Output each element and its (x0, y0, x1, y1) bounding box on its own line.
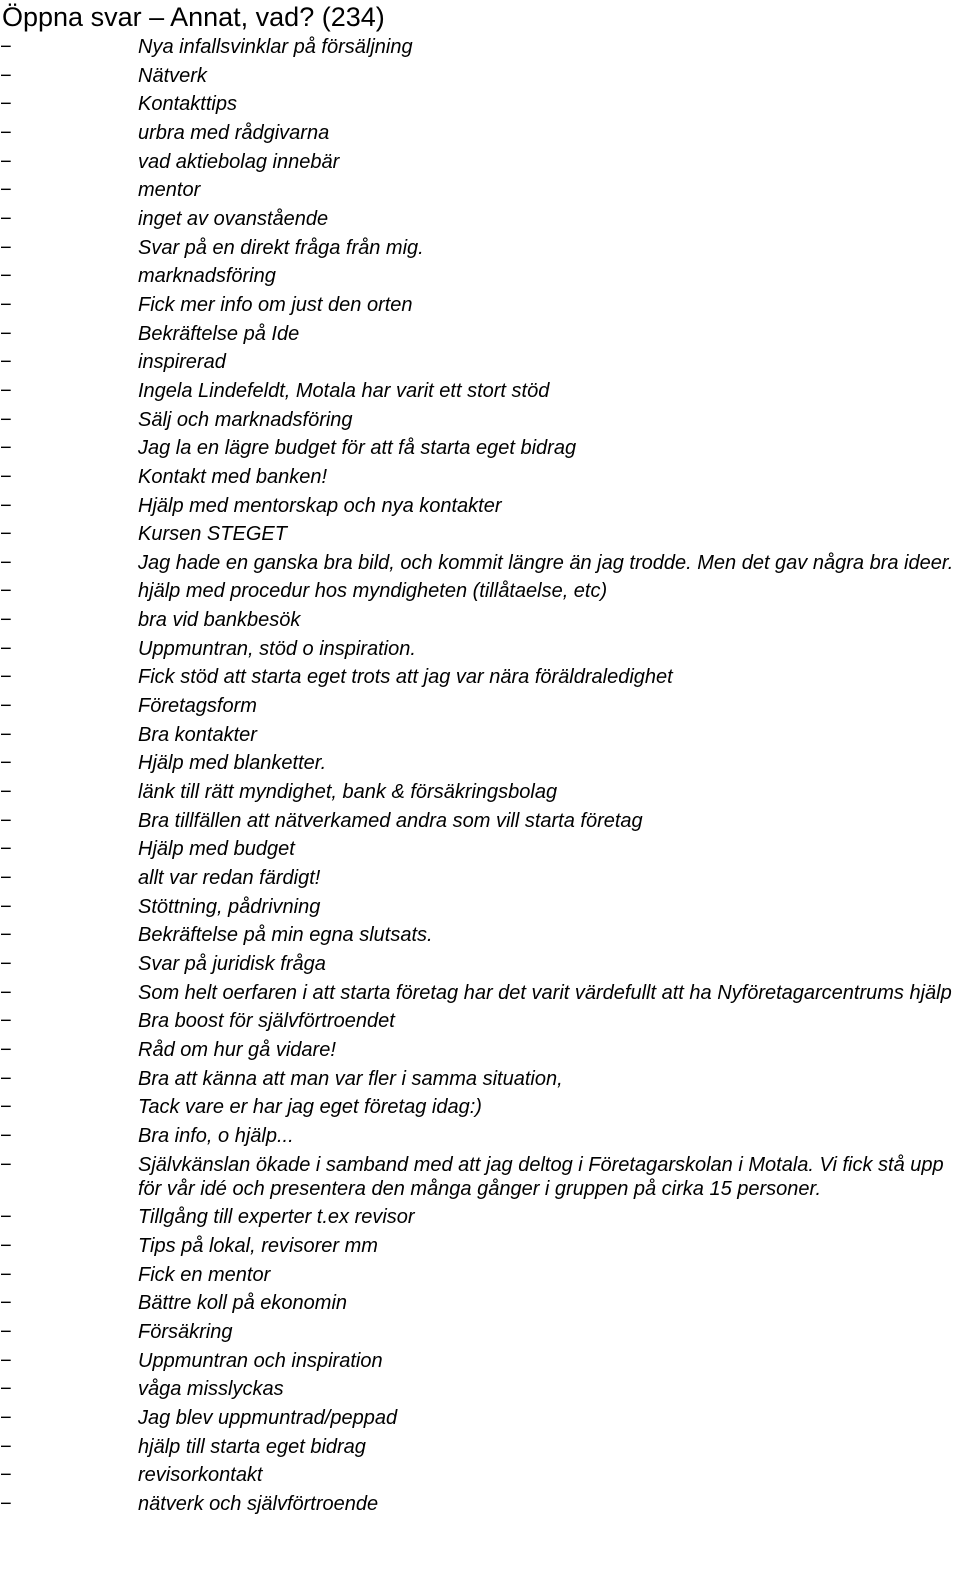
list-item (0, 379, 960, 408)
list-item (0, 694, 960, 723)
list-item (0, 207, 960, 236)
answer-text: inget av ovanstående (138, 207, 329, 230)
bullet-dash: − (0, 666, 12, 689)
answer-text: Bra att känna att man var fler i samma situation, (138, 1067, 563, 1090)
bullet-dash: − (0, 580, 12, 603)
list-item (0, 1263, 960, 1292)
bullet-dash: − (0, 1038, 12, 1061)
answer-text: bra vid bankbesök (138, 609, 301, 632)
list-item (0, 1234, 960, 1263)
list-item (0, 236, 960, 265)
bullet-dash: − (0, 838, 12, 861)
answer-text: Självkänslan ökade i samband med att jag deltog i Företagarskolan i Motala. Vi fick stå upp för vår idé och presentera den många gånger i gruppen på cirka 15 personer. (138, 1153, 944, 1200)
list-item (0, 1492, 960, 1521)
answer-text: Bra boost för självförtroendet (138, 1010, 395, 1033)
bullet-dash: − (0, 1263, 12, 1286)
list-item (0, 1349, 960, 1378)
answer-text: Bra info, o hjälp... (138, 1124, 294, 1147)
list-item (0, 1377, 960, 1406)
list-item (0, 665, 960, 694)
bullet-dash: − (0, 1096, 12, 1119)
list-item (0, 809, 960, 838)
bullet-dash: − (0, 1010, 12, 1033)
bullet-dash: − (0, 867, 12, 890)
answer-text: Jag hade en ganska bra bild, och kommit längre än jag trodde. Men det gav några bra ideer. (138, 551, 954, 574)
bullet-dash: − (0, 121, 12, 144)
list-item (0, 579, 960, 608)
bullet-dash: − (0, 695, 12, 718)
list-item (0, 264, 960, 293)
answer-text: Råd om hur gå vidare! (138, 1038, 336, 1061)
bullet-dash: − (0, 1406, 12, 1429)
bullet-dash: − (0, 637, 12, 660)
answer-text: Tillgång till experter t.ex revisor (138, 1206, 415, 1229)
answer-text: allt var redan färdigt! (138, 867, 321, 890)
answer-text: Uppmuntran, stöd o inspiration. (138, 637, 416, 660)
bullet-dash: − (0, 523, 12, 546)
bullet-dash: − (0, 609, 12, 632)
bullet-dash: − (0, 1320, 12, 1343)
bullet-dash: − (0, 494, 12, 517)
answer-text: Hjälp med blanketter. (138, 752, 327, 775)
answer-text: Ingela Lindefeldt, Motala har varit ett stort stöd (138, 379, 550, 402)
answer-text: länk till rätt myndighet, bank & försäkringsbolag (138, 781, 558, 804)
list-item (0, 923, 960, 952)
answer-text: Fick mer info om just den orten (138, 293, 413, 316)
list-item (0, 64, 960, 93)
answer-text: Kontakttips (138, 93, 237, 116)
list-item (0, 780, 960, 809)
answer-text: Svar på en direkt fråga från mig. (138, 236, 424, 259)
answer-text: Uppmuntran och inspiration (138, 1349, 383, 1372)
bullet-dash: − (0, 179, 12, 202)
list-item (0, 150, 960, 179)
answer-text: Tips på lokal, revisorer mm (138, 1234, 378, 1257)
list-item (0, 1067, 960, 1096)
answer-text: urbra med rådgivarna (138, 121, 330, 144)
answer-text: Företagsform (138, 695, 257, 718)
bullet-dash: − (0, 150, 12, 173)
bullet-dash: − (0, 752, 12, 775)
answer-text: Svar på juridisk fråga (138, 953, 326, 975)
list-item (0, 494, 960, 523)
list-item (0, 436, 960, 465)
answer-text: Kontakt med banken! (138, 465, 328, 488)
answer-text: Nätverk (138, 64, 207, 87)
bullet-dash: − (0, 1292, 12, 1315)
answer-text: Som helt oerfaren i att starta företag har det varit värdefullt att ha Nyföretagarcentrums hjälp (138, 981, 952, 1004)
bullet-dash: − (0, 322, 12, 345)
answer-text: hjälp till starta eget bidrag (138, 1435, 366, 1458)
list-item (0, 981, 960, 1010)
answer-text: marknadsföring (138, 265, 276, 288)
bullet-dash: − (0, 953, 12, 975)
answer-text: våga misslyckas (138, 1378, 284, 1401)
list-item (0, 1320, 960, 1349)
list-item (0, 1406, 960, 1435)
list-item (0, 1153, 960, 1206)
list-item (0, 866, 960, 895)
answer-text: Bra kontakter (138, 723, 257, 746)
list-item (0, 322, 960, 351)
answer-text: Hjälp med budget (138, 838, 295, 861)
list-item (0, 837, 960, 866)
bullet-dash: − (0, 437, 12, 460)
answer-text: inspirerad (138, 351, 226, 374)
list-item (0, 293, 960, 322)
bullet-dash: − (0, 1435, 12, 1458)
list-item (0, 465, 960, 494)
list-item (0, 751, 960, 780)
answer-text: mentor (138, 179, 201, 202)
answer-text: Bekräftelse på Ide (138, 322, 300, 345)
bullet-dash: − (0, 723, 12, 746)
list-item (0, 637, 960, 666)
bullet-dash: − (0, 1492, 12, 1515)
list-item (0, 723, 960, 752)
answer-text: Fick en mentor (138, 1263, 271, 1286)
list-item (0, 350, 960, 379)
answer-text: Bättre koll på ekonomin (138, 1292, 348, 1315)
list-item (0, 35, 960, 64)
bullet-dash: − (0, 36, 12, 58)
page-title: Öppna svar – Annat, vad? (234) (2, 2, 385, 32)
bullet-dash: − (0, 379, 12, 402)
list-item (0, 1009, 960, 1038)
bullet-dash: − (0, 1464, 12, 1487)
answer-text: Jag blev uppmuntrad/peppad (138, 1406, 398, 1429)
list-item (0, 895, 960, 924)
bullet-dash: − (0, 1067, 12, 1090)
list-item (0, 522, 960, 551)
answer-text: Bra tillfällen att nätverkamed andra som vill starta företag (138, 809, 643, 832)
answer-list (0, 35, 960, 1520)
bullet-dash: − (0, 1378, 12, 1401)
list-item (0, 92, 960, 121)
bullet-dash: − (0, 924, 12, 947)
list-item (0, 952, 960, 981)
bullet-dash: − (0, 465, 12, 488)
list-item (0, 178, 960, 207)
answer-text: Jag la en lägre budget för att få starta eget bidrag (138, 437, 577, 460)
bullet-dash: − (0, 64, 12, 87)
answer-text: hjälp med procedur hos myndigheten (tillåtaelse, etc) (138, 580, 608, 603)
bullet-dash: − (0, 1124, 12, 1147)
bullet-dash: − (0, 1206, 12, 1229)
answer-text: Försäkring (138, 1320, 233, 1343)
list-item (0, 608, 960, 637)
bullet-dash: − (0, 1349, 12, 1372)
answer-text: Stöttning, pådrivning (138, 895, 321, 918)
answer-text: Bekräftelse på min egna slutsats. (138, 924, 433, 947)
list-item (0, 1291, 960, 1320)
bullet-dash: − (0, 265, 12, 288)
list-item (0, 1095, 960, 1124)
bullet-dash: − (0, 351, 12, 374)
list-item (0, 1124, 960, 1153)
list-item (0, 1435, 960, 1464)
list-item (0, 551, 960, 580)
answer-text: Hjälp med mentorskap och nya kontakter (138, 494, 502, 517)
bullet-dash: − (0, 236, 12, 259)
bullet-dash: − (0, 1234, 12, 1257)
list-item (0, 408, 960, 437)
bullet-dash: − (0, 895, 12, 918)
bullet-dash: − (0, 809, 12, 832)
list-item (0, 1038, 960, 1067)
bullet-dash: − (0, 981, 12, 1004)
bullet-dash: − (0, 293, 12, 316)
bullet-dash: − (0, 408, 12, 431)
bullet-dash: − (0, 1153, 12, 1176)
bullet-dash: − (0, 207, 12, 230)
list-item (0, 121, 960, 150)
bullet-dash: − (0, 781, 12, 804)
answer-text: Fick stöd att starta eget trots att jag var nära föräldraledighet (138, 666, 673, 689)
answer-text: Kursen STEGET (138, 523, 287, 546)
answer-text: vad aktiebolag innebär (138, 150, 340, 173)
bullet-dash: − (0, 551, 12, 574)
list-item (0, 1205, 960, 1234)
answer-text: revisorkontakt (138, 1464, 263, 1487)
answer-text: Sälj och marknadsföring (138, 408, 353, 431)
bullet-dash: − (0, 93, 12, 116)
list-item (0, 1463, 960, 1492)
answer-text: Tack vare er har jag eget företag idag:) (138, 1096, 482, 1119)
answer-text: Nya infallsvinklar på försäljning (138, 36, 413, 58)
answer-text: nätverk och självförtroende (138, 1492, 379, 1515)
